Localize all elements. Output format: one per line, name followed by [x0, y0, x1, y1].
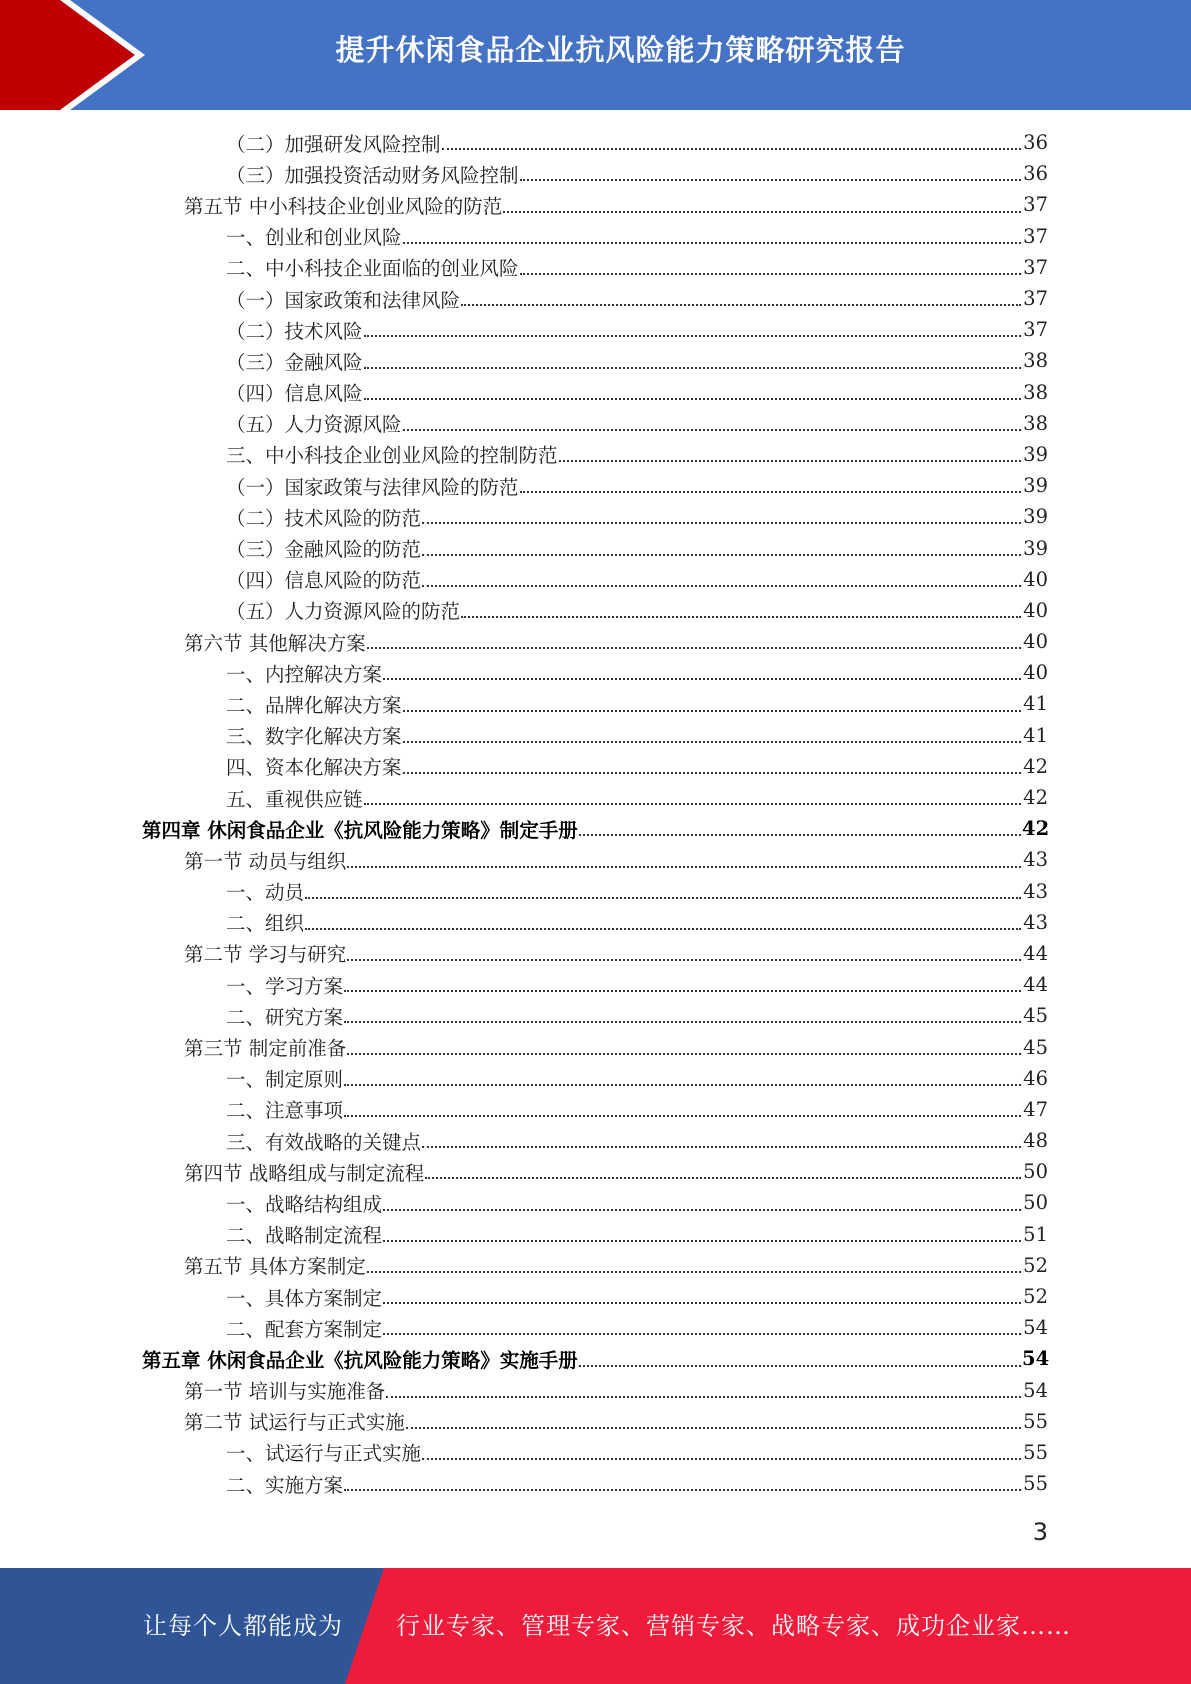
toc-entry-page: 44: [1023, 973, 1048, 997]
toc-dot-leader: [520, 272, 1021, 275]
toc-entry[interactable]: [0, 532, 1048, 563]
footer-slogan-right: 行业专家、管理专家、营销专家、战略专家、成功企业家……: [396, 1612, 1071, 1640]
toc-entry-title: 第一节 动员与组织: [184, 849, 347, 873]
toc-entry-title: 第五节 具体方案制定: [184, 1255, 366, 1279]
toc-entry-title: （二）加强研发风险控制: [226, 132, 441, 156]
toc-entry-title: 二、组织: [226, 912, 305, 936]
toc-entry[interactable]: [0, 688, 1048, 719]
toc-dot-leader: [403, 428, 1021, 431]
toc-entry-page: 40: [1023, 567, 1048, 591]
toc-entry-page: 38: [1023, 349, 1048, 373]
toc-entry[interactable]: [0, 252, 1048, 283]
toc-entry-title: 一、创业和创业风险: [226, 226, 402, 250]
toc-entry-page: 55: [1023, 1472, 1048, 1496]
toc-entry[interactable]: [0, 751, 1048, 782]
toc-entry-page: 37: [1023, 255, 1048, 279]
toc-dot-leader: [364, 334, 1021, 337]
toc-dot-leader: [383, 677, 1021, 680]
toc-entry-page: 50: [1023, 1191, 1048, 1215]
toc-entry[interactable]: [0, 127, 1048, 158]
toc-entry-title: （三）金融风险的防范: [226, 538, 422, 562]
toc-entry[interactable]: [0, 1437, 1048, 1468]
toc-dot-leader: [367, 646, 1021, 649]
toc-entry-title: 一、学习方案: [226, 974, 344, 998]
toc-entry[interactable]: [0, 1281, 1048, 1312]
toc-entry-title: 一、具体方案制定: [226, 1286, 383, 1310]
toc-entry[interactable]: [0, 1250, 1048, 1281]
toc-entry-page: 39: [1023, 505, 1048, 529]
toc-entry[interactable]: [0, 1219, 1048, 1250]
toc-entry-page: 47: [1023, 1097, 1048, 1121]
toc-entry[interactable]: [0, 626, 1048, 657]
toc-entry[interactable]: [0, 969, 1048, 1000]
page-footer: [0, 1568, 1191, 1684]
toc-entry-title: 一、试运行与正式实施: [226, 1442, 422, 1466]
toc-entry-title: （四）信息风险的防范: [226, 569, 422, 593]
toc-entry[interactable]: [0, 720, 1048, 751]
toc-entry[interactable]: [0, 595, 1048, 626]
toc-entry-page: 55: [1023, 1440, 1048, 1464]
toc-entry-page: 43: [1023, 848, 1048, 872]
toc-entry[interactable]: [0, 1312, 1048, 1343]
toc-dot-leader: [579, 1364, 1021, 1367]
toc-entry-title: 二、配套方案制定: [226, 1317, 383, 1341]
toc-entry-title: 第三节 制定前准备: [184, 1037, 347, 1061]
document-title: 提升休闲食品企业抗风险能力策略研究报告: [335, 33, 906, 67]
toc-entry-title: 第五章 休闲食品企业《抗风险能力策略》实施手册: [142, 1348, 578, 1372]
toc-entry-page: 37: [1023, 224, 1048, 248]
toc-dot-leader: [344, 989, 1021, 992]
toc-entry[interactable]: [0, 907, 1048, 938]
toc-dot-leader: [406, 1426, 1021, 1429]
toc-entry-page: 41: [1023, 692, 1048, 716]
toc-dot-leader: [579, 833, 1021, 836]
toc-entry[interactable]: [0, 938, 1048, 969]
toc-entry-title: 一、制定原则: [226, 1068, 344, 1092]
toc-entry-page: 52: [1023, 1253, 1048, 1277]
toc-dot-leader: [383, 1239, 1021, 1242]
toc-dot-leader: [383, 1208, 1021, 1211]
toc-entry-page: 50: [1023, 1160, 1048, 1184]
toc-entry-title: 二、中小科技企业面临的创业风险: [226, 257, 519, 281]
toc-entry-title: （五）人力资源风险: [226, 413, 402, 437]
toc-entry-page: 37: [1023, 193, 1048, 217]
toc-entry-title: 第四节 战略组成与制定流程: [184, 1161, 425, 1185]
toc-entry-page: 54: [1023, 1316, 1048, 1340]
toc-entry-title: 二、品牌化解决方案: [226, 693, 402, 717]
toc-entry[interactable]: [0, 408, 1048, 439]
toc-dot-leader: [403, 771, 1021, 774]
toc-dot-leader: [344, 1083, 1021, 1086]
toc-entry[interactable]: [0, 813, 1048, 844]
toc-dot-leader: [461, 303, 1021, 306]
toc-dot-leader: [403, 740, 1021, 743]
toc-entry-page: 48: [1023, 1129, 1048, 1153]
toc-entry-page: 42: [1022, 817, 1050, 841]
page-header: [0, 0, 1191, 110]
toc-dot-leader: [403, 241, 1021, 244]
toc-entry-title: 二、战略制定流程: [226, 1224, 383, 1248]
toc-dot-leader: [364, 397, 1021, 400]
toc-entry-page: 38: [1023, 380, 1048, 404]
toc-entry[interactable]: [0, 1375, 1048, 1406]
toc-entry-page: 37: [1023, 287, 1048, 311]
toc-dot-leader: [386, 1395, 1021, 1398]
toc-entry-page: 42: [1023, 754, 1048, 778]
toc-entry[interactable]: [0, 189, 1048, 220]
toc-entry[interactable]: [0, 377, 1048, 408]
toc-entry[interactable]: [0, 439, 1048, 470]
toc-dot-leader: [344, 1114, 1021, 1117]
toc-dot-leader: [305, 896, 1021, 899]
toc-dot-leader: [347, 865, 1021, 868]
toc-entry[interactable]: [0, 1468, 1048, 1499]
toc-entry-page: 51: [1023, 1222, 1048, 1246]
toc-entry[interactable]: [0, 1406, 1048, 1437]
toc-entry[interactable]: [0, 1094, 1048, 1125]
toc-entry-title: （一）国家政策和法律风险: [226, 288, 461, 312]
header-arrow-graphic: [0, 0, 160, 110]
toc-entry-title: 四、资本化解决方案: [226, 756, 402, 780]
toc-entry-title: 三、有效战略的关键点: [226, 1130, 422, 1154]
toc-entry[interactable]: [0, 564, 1048, 595]
toc-dot-leader: [344, 1020, 1021, 1023]
toc-dot-leader: [367, 1270, 1021, 1273]
toc-entry-page: 44: [1023, 941, 1048, 965]
toc-entry-page: 36: [1023, 131, 1048, 155]
footer-slogan-left: 让每个人都能成为: [143, 1612, 343, 1640]
toc-entry-title: （四）信息风险: [226, 382, 363, 406]
toc-entry-title: 第一节 培训与实施准备: [184, 1380, 386, 1404]
toc-entry-page: 39: [1023, 536, 1048, 560]
toc-entry-title: 一、战略结构组成: [226, 1192, 383, 1216]
toc-entry[interactable]: [0, 782, 1048, 813]
toc-dot-leader: [520, 490, 1021, 493]
toc-entry-page: 46: [1023, 1066, 1048, 1090]
toc-dot-leader: [347, 958, 1021, 961]
toc-entry[interactable]: [0, 657, 1048, 688]
toc-entry-page: 42: [1023, 786, 1048, 810]
toc-entry-page: 45: [1023, 1004, 1048, 1028]
toc-entry-title: （五）人力资源风险的防范: [226, 600, 461, 624]
toc-entry[interactable]: [0, 158, 1048, 189]
toc-entry-page: 38: [1023, 411, 1048, 435]
toc-entry-title: 一、内控解决方案: [226, 662, 383, 686]
toc-entry-page: 39: [1023, 442, 1048, 466]
toc-dot-leader: [422, 553, 1021, 556]
toc-entry[interactable]: [0, 501, 1048, 532]
toc-entry-title: 二、注意事项: [226, 1099, 344, 1123]
toc-dot-leader: [503, 210, 1021, 213]
toc-dot-leader: [442, 147, 1021, 150]
toc-entry-title: 五、重视供应链: [226, 787, 363, 811]
toc-entry-page: 40: [1023, 661, 1048, 685]
toc-entry-title: 三、数字化解决方案: [226, 725, 402, 749]
toc-entry[interactable]: [0, 314, 1048, 345]
toc-dot-leader: [422, 1145, 1021, 1148]
toc-entry-title: 第四章 休闲食品企业《抗风险能力策略》制定手册: [142, 818, 578, 842]
toc-dot-leader: [422, 584, 1021, 587]
toc-entry[interactable]: [0, 345, 1048, 376]
toc-dot-leader: [559, 459, 1021, 462]
toc-entry[interactable]: [0, 1063, 1048, 1094]
toc-entry-page: 45: [1023, 1035, 1048, 1059]
toc-entry[interactable]: [0, 1343, 1048, 1374]
toc-entry[interactable]: [0, 876, 1048, 907]
toc-dot-leader: [383, 1301, 1021, 1304]
toc-entry-title: 一、动员: [226, 881, 305, 905]
toc-dot-leader: [422, 521, 1021, 524]
toc-entry[interactable]: [0, 1125, 1048, 1156]
toc-entry[interactable]: [0, 844, 1048, 875]
toc-entry-title: 二、实施方案: [226, 1473, 344, 1497]
toc-dot-leader: [364, 802, 1021, 805]
toc-entry[interactable]: [0, 221, 1048, 252]
toc-dot-leader: [403, 709, 1021, 712]
toc-entry-page: 40: [1023, 598, 1048, 622]
toc-entry-title: （三）金融风险: [226, 350, 363, 374]
toc-dot-leader: [461, 615, 1021, 618]
toc-dot-leader: [305, 927, 1021, 930]
toc-entry-title: （二）技术风险: [226, 319, 363, 343]
toc-entry-page: 43: [1023, 879, 1048, 903]
toc-entry-page: 40: [1023, 630, 1048, 654]
toc-entry-title: （二）技术风险的防范: [226, 506, 422, 530]
toc-entry-page: 37: [1023, 318, 1048, 342]
toc-entry-page: 39: [1023, 474, 1048, 498]
toc-dot-leader: [422, 1457, 1021, 1460]
toc-entry-title: 第二节 试运行与正式实施: [184, 1411, 405, 1435]
toc-entry[interactable]: [0, 1187, 1048, 1218]
toc-entry[interactable]: [0, 1031, 1048, 1062]
toc-entry[interactable]: [0, 1156, 1048, 1187]
toc-entry-page: 41: [1023, 723, 1048, 747]
table-of-contents: [0, 127, 1048, 1499]
toc-dot-leader: [383, 1332, 1021, 1335]
toc-entry-title: 第二节 学习与研究: [184, 943, 347, 967]
toc-entry-title: 第五节 中小科技企业创业风险的防范: [184, 194, 503, 218]
toc-entry-page: 54: [1022, 1347, 1050, 1371]
toc-entry[interactable]: [0, 283, 1048, 314]
toc-dot-leader: [347, 1052, 1021, 1055]
toc-dot-leader: [425, 1176, 1021, 1179]
page-number: 3: [1032, 1518, 1048, 1546]
toc-entry-title: （一）国家政策与法律风险的防范: [226, 475, 519, 499]
toc-entry-page: 54: [1023, 1378, 1048, 1402]
toc-entry[interactable]: [0, 1000, 1048, 1031]
toc-entry-title: （三）加强投资活动财务风险控制: [226, 163, 519, 187]
toc-entry[interactable]: [0, 470, 1048, 501]
toc-entry-title: 二、研究方案: [226, 1005, 344, 1029]
toc-entry-title: 第六节 其他解决方案: [184, 631, 366, 655]
toc-dot-leader: [520, 178, 1021, 181]
toc-entry-title: 三、中小科技企业创业风险的控制防范: [226, 444, 558, 468]
toc-dot-leader: [364, 366, 1021, 369]
toc-entry-page: 36: [1023, 162, 1048, 186]
toc-entry-page: 55: [1023, 1409, 1048, 1433]
toc-dot-leader: [344, 1488, 1021, 1491]
toc-entry-page: 43: [1023, 910, 1048, 934]
toc-entry-page: 52: [1023, 1285, 1048, 1309]
